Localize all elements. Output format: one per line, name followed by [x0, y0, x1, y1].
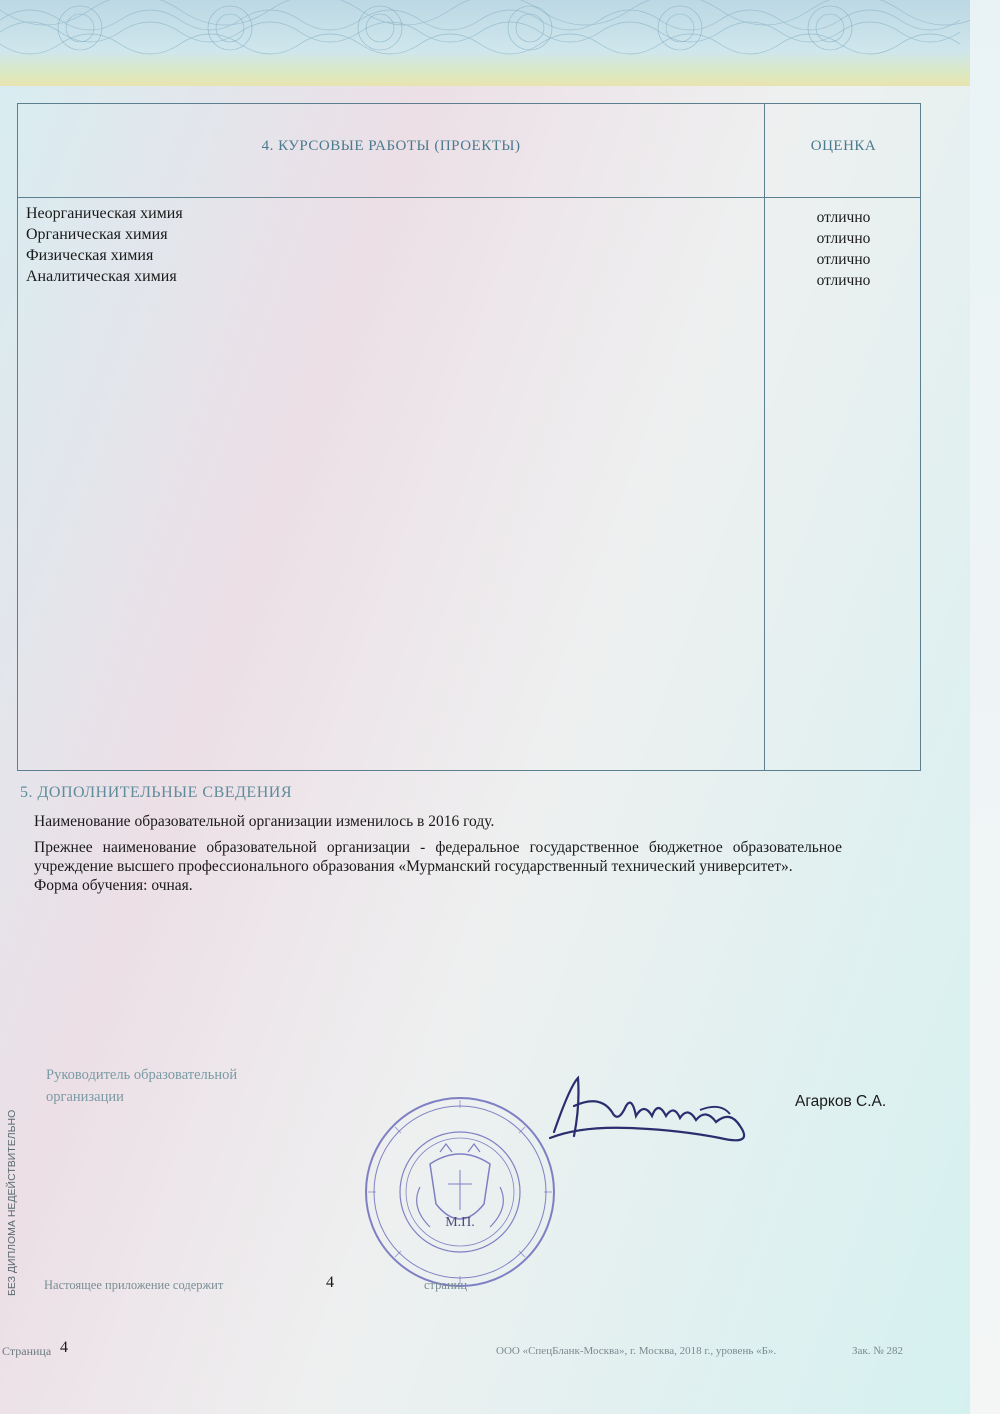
- printer-info: ООО «СпецБланк-Москва», г. Москва, 2018 г., уровень «Б».: [496, 1345, 777, 1357]
- head-title-line: Руководитель образовательной: [46, 1067, 238, 1083]
- side-notice-text: БЕЗ ДИПЛОМА НЕДЕЙСТВИТЕЛЬНО: [6, 1109, 18, 1296]
- info-line: Наименование образовательной организации изменилось в 2016 году.: [34, 813, 495, 830]
- header-divider: [18, 197, 920, 198]
- coursework-header: 4. КУРСОВЫЕ РАБОТЫ (ПРОЕКТЫ): [261, 138, 521, 154]
- head-title-line: организации: [46, 1089, 124, 1105]
- pages-count: 4: [326, 1274, 334, 1291]
- stamp-mark: М.П.: [445, 1215, 475, 1230]
- security-pattern-band: [0, 0, 970, 86]
- column-divider: [764, 104, 765, 770]
- course-name: Аналитическая химия: [26, 268, 177, 285]
- grade-header: ОЦЕНКА: [810, 138, 877, 154]
- course-name: Неорганическая химия: [26, 205, 183, 222]
- guilloche-pattern: [0, 0, 970, 86]
- info-line: Форма обучения: очная.: [34, 877, 193, 894]
- course-name: Физическая химия: [26, 247, 154, 264]
- course-name: Органическая химия: [26, 226, 168, 243]
- coursework-table: [17, 103, 921, 771]
- signature: [540, 1066, 780, 1156]
- head-title: [46, 1064, 237, 1108]
- page-label: Страница: [2, 1344, 52, 1358]
- page-number: 4: [60, 1339, 68, 1356]
- seal-stamp: [360, 1092, 560, 1292]
- head-name: Агарков С.А.: [795, 1093, 887, 1110]
- info-line: Прежнее наименование образовательной организации - федеральное государственное бюджетное образовательное учреждение высшего профессионального образования «Мурманский государственный технический университет».: [34, 839, 842, 875]
- course-grade: отлично: [816, 209, 871, 226]
- course-grade: отлично: [816, 272, 871, 289]
- grade-list: [765, 207, 922, 291]
- course-list: [26, 203, 183, 287]
- order-number: Зак. № 282: [852, 1345, 903, 1357]
- pages-label: Настоящее приложение содержит: [44, 1278, 224, 1292]
- page-edge: [970, 0, 1000, 1414]
- additional-info-body: [34, 812, 842, 895]
- side-notice: [2, 1040, 16, 1300]
- additional-info-heading: 5. ДОПОЛНИТЕЛЬНЫЕ СВЕДЕНИЯ: [20, 784, 292, 801]
- course-grade: отлично: [816, 230, 871, 247]
- pages-unit: страниц: [424, 1278, 468, 1292]
- course-grade: отлично: [816, 251, 871, 268]
